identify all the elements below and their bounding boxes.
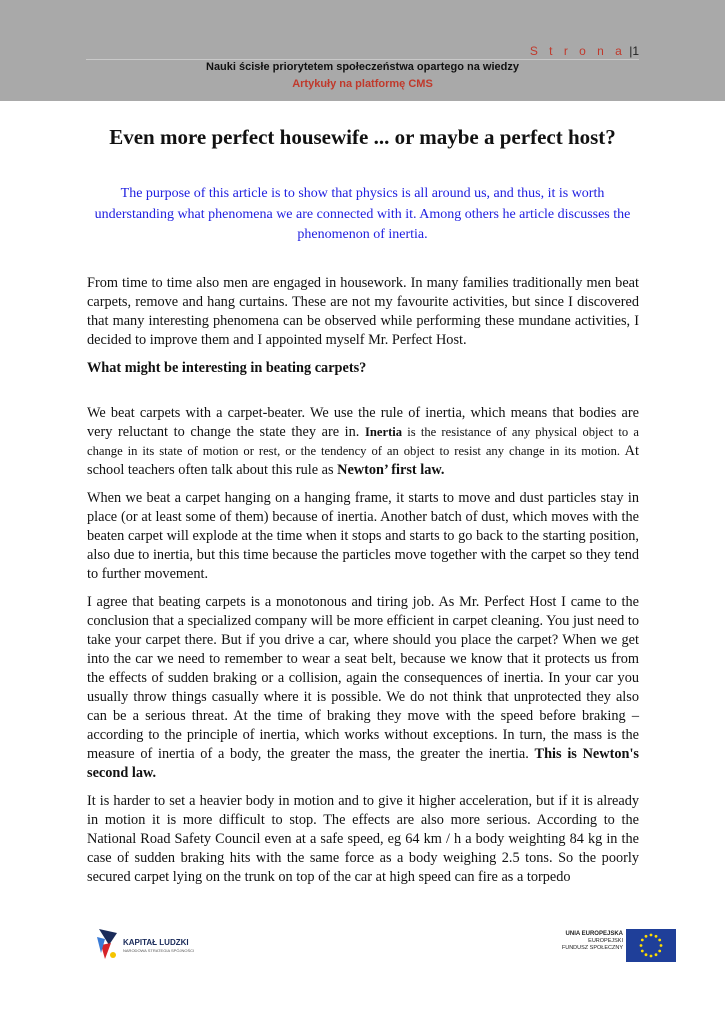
header-subtitle: Artykuły na platformę CMS: [292, 78, 433, 90]
paragraph-dust: When we beat a carpet hanging on a hanging frame, it starts to move and dust particles stay in place (or at least some of them) because of inertia. Another batch of dust, which moves with the beaten carpet will explode at the time when it stops and starts to go back to the starting position, also due to inertia, but this time because the particles move together with the carpet so they tend to further movement.: [87, 490, 639, 582]
inertia-term: Inertia: [364, 425, 403, 439]
page-number: 1: [632, 44, 639, 58]
article-title: Even more perfect housewife ... or maybe a perfect host?: [109, 125, 616, 149]
paragraph-inertia: [87, 404, 639, 480]
newton-first-law: Newton’ first law.: [337, 462, 445, 478]
header-divider: [86, 59, 639, 60]
section-heading-text: What might be interesting in beating carpets?: [87, 360, 367, 376]
newton-second-law: This is Newton's second law.: [87, 746, 639, 781]
page-number-label: [530, 44, 639, 58]
eu-line2: EUROPEJSKI: [588, 938, 623, 944]
page-label: S t r o n a: [529, 44, 626, 58]
paragraph-inertia-school: At school teachers often talk about this rule as: [87, 443, 639, 478]
header-title: Nauki ścisłe priorytetem społeczeństwa opartego na wiedzy: [206, 61, 519, 73]
kl-name: KAPITAŁ LUDZKI: [123, 938, 189, 947]
document-header: [0, 0, 725, 101]
paragraph-braking: It is harder to set a heavier body in motion and to give it higher acceleration, but if it is already in motion it is more difficult to stop. The effects are also more serious. According to the National Road Safety Council even at a safe speed, eg 64 km / h a body weighting 84 kg in the case of sudden braking hits with the same force as a body weighing 2.5 tons. So the poorly secured carpet lying on the trunk on top of the car at high speed can fire as a torpedo: [87, 793, 639, 885]
eu-line3: FUNDUSZ SPOŁECZNY: [561, 945, 623, 951]
eu-line1: UNIA EUROPEJSKA: [565, 931, 623, 937]
page-separator: |: [629, 44, 633, 58]
article-body: [87, 274, 639, 896]
eu-logo: [553, 927, 678, 963]
section-heading: [87, 359, 639, 378]
kapital-ludzki-logo: [95, 927, 225, 963]
kl-subtitle: NARODOWA STRATEGIA SPÓJNOŚCI: [123, 948, 195, 953]
paragraph-car-text: I agree that beating carpets is a monotonous and tiring job. As Mr. Perfect Host I came to the conclusion that a specialized company will be more efficient in carpet cleaning. You just need to take your carpet there. But if you drive a car, where should you place the carpet? When we get into the car we need to remember to wear a seat belt, because we know that it protects us from the effects of sudden braking or a collision, again the consequences of inertia. In your car you usually throw things casually where it is possible. We do not think that unprotected they also can be a serious threat. At the time of braking they move with the speed before braking – according to the principle of inertia, which works without exceptions. In turn, the mass is the measure of inertia of a body, the greater the mass, the greater the inertia.: [87, 594, 639, 762]
kapital-ludzki-icon: [95, 927, 121, 961]
paragraph-car: [87, 593, 639, 783]
paragraph-intro: From time to time also men are engaged in housework. In many families traditionally men beat carpets, remove and hang curtains. These are not my favourite activities, but since I discovered that many interesting phenomena can be observed while performing these mundane activities, I decided to improve them and I appointed myself Mr. Perfect Host.: [87, 275, 639, 348]
eu-text: [562, 931, 623, 952]
article-abstract: The purpose of this article is to show that physics is all around us, and thus, it is worth understanding what phenomena we are connected with it. Among others he article discusses the phenomenon of inertia.: [94, 186, 631, 242]
inertia-definition: is the resistance of any physical object to a change in its state of motion or rest, or the tendency of an object to resist any change in its motion.: [87, 425, 639, 458]
paragraph-inertia-text: We beat carpets with a carpet-beater. We use the rule of inertia, which means that bodies are very reluctant to change the state they are in.: [87, 405, 639, 440]
eu-flag-icon: [626, 929, 676, 962]
